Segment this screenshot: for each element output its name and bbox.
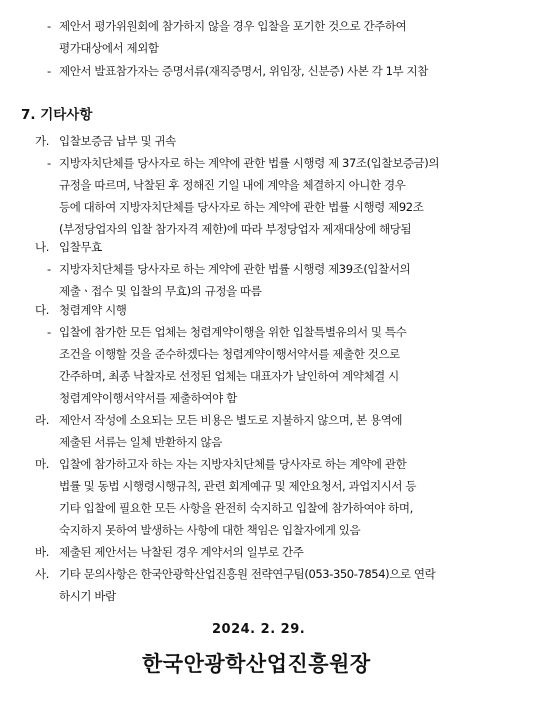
- text-line: 간주하며, 최종 낙찰자로 선정된 업체는 대표자가 날인하여 계약체결 시: [59, 369, 399, 383]
- item-marker: 라.: [35, 413, 49, 427]
- text-line: 등에 대하여 지방자치단체를 당사자로 하는 계약에 관한 법률 시행령 제92조: [59, 200, 424, 214]
- document-date: 2024. 2. 29.: [212, 622, 306, 637]
- text-line: 평가대상에서 제외함: [59, 41, 159, 55]
- text-line: 규정을 따르며, 낙찰된 후 정해진 기일 내에 계약을 체결하지 아니한 경우: [59, 178, 406, 192]
- item-marker: 다.: [35, 303, 49, 317]
- text-line: 조건을 이행할 것을 준수하겠다는 청렴계약이행서약서를 제출한 것으로: [59, 347, 400, 361]
- bullet-dash: -: [47, 325, 51, 339]
- item-marker: 바.: [35, 545, 49, 559]
- text-line: 입찰에 참가하고자 하는 자는 지방자치단체를 당사자로 하는 계약에 관한: [59, 457, 407, 471]
- text-line: 제출된 서류는 일체 반환하지 않음: [59, 435, 222, 449]
- item-marker: 나.: [35, 240, 49, 254]
- organization-head: 한국안광학산업진흥원장: [142, 651, 371, 676]
- text-line: 기타 문의사항은 한국안광학산업진흥원 전략연구팀(053-350-7854)으로 연락: [59, 567, 436, 581]
- text-line: 제출된 제안서는 낙찰된 경우 계약서의 일부로 간주: [59, 545, 304, 559]
- bullet-dash: -: [47, 156, 51, 170]
- text-line: 기타 입찰에 필요한 모든 사항을 완전히 숙지하고 입찰에 참가하여야 하며,: [59, 501, 413, 515]
- section-title: 7. 기타사항: [21, 107, 93, 123]
- text-line: (부정당업자의 입찰 참가자격 제한)에 따라 부정당업자 제재대상에 해당됨: [59, 222, 412, 236]
- item-title: 청렴계약 시행: [59, 303, 127, 317]
- text-line: 입찰에 참가한 모든 업체는 청렴계약이행을 위한 입찰특별유의서 및 특수: [59, 325, 407, 339]
- text-line: 제안서 작성에 소요되는 모든 비용은 별도로 지불하지 않으며, 본 용역에: [59, 413, 403, 427]
- bullet-dash: -: [47, 64, 51, 78]
- bullet-dash: -: [47, 262, 51, 276]
- text-line: 제출ㆍ접수 및 입찰의 무효)의 규정을 따름: [59, 284, 262, 298]
- text-line: 제안서 발표참가자는 증명서류(재직증명서, 위임장, 신분증) 사본 각 1부 지참: [59, 64, 428, 78]
- text-line: 숙지하지 못하여 발생하는 사항에 대한 책임은 입찰자에게 있음: [59, 523, 361, 537]
- text-line: 청렴계약이행서약서를 제출하여야 함: [59, 391, 237, 405]
- item-title: 입찰무효: [59, 240, 102, 254]
- text-line: 지방자치단체를 당사자로 하는 계약에 관한 법률 시행령 제39조(입찰서의: [59, 262, 411, 276]
- item-marker: 마.: [35, 457, 49, 471]
- bullet-dash: -: [47, 19, 51, 33]
- text-line: 제안서 평가위원회에 참가하지 않을 경우 입찰을 포기한 것으로 간주하여: [59, 19, 407, 33]
- text-line: 법률 및 동법 시행령시행규칙, 관련 회계예규 및 제안요청서, 과업지시서 등: [59, 479, 417, 493]
- text-line: 지방자치단체를 당사자로 하는 계약에 관한 법률 시행령 제 37조(입찰보증금)의: [59, 156, 440, 170]
- item-marker: 사.: [35, 567, 49, 581]
- text-line: 하시기 바람: [59, 589, 116, 603]
- item-title: 입찰보증금 납부 및 귀속: [59, 134, 176, 148]
- item-marker: 가.: [35, 134, 49, 148]
